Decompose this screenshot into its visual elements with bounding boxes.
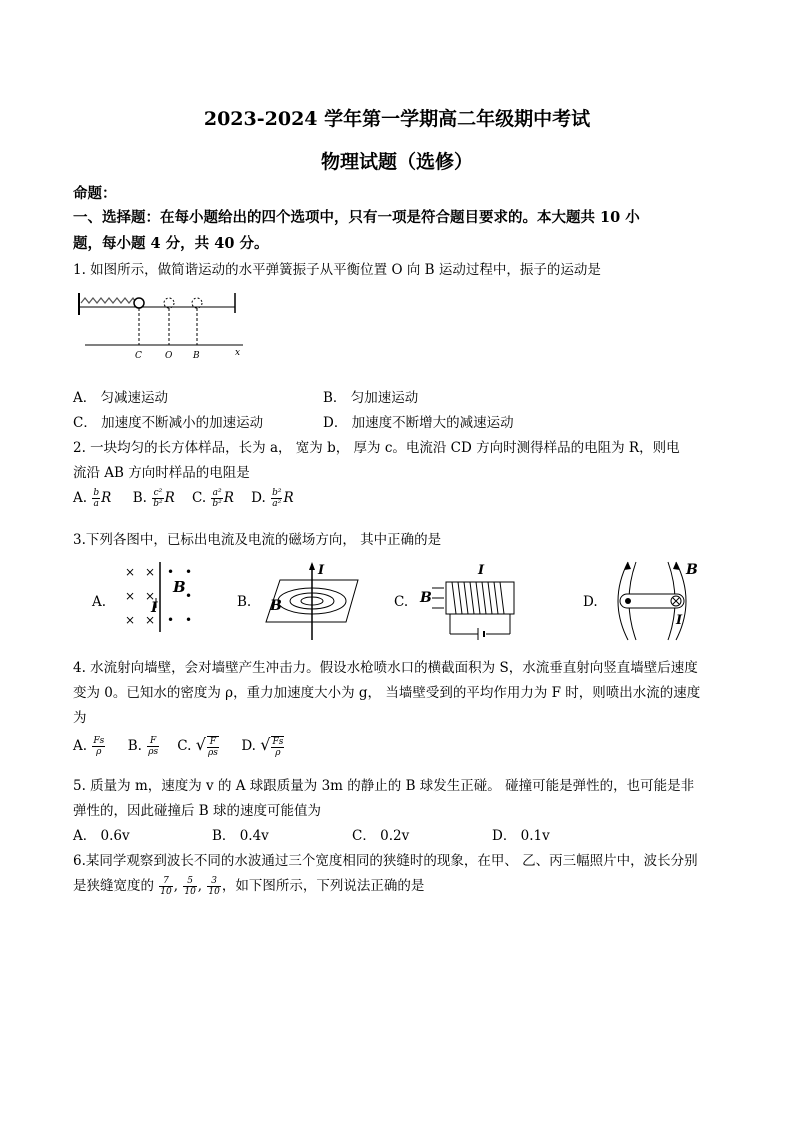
q4-stem-line1: 4. 水流射向墙壁，会对墙壁产生冲击力。假设水枪喷水口的横截面积为 S，水流垂直射向竖直墙壁后速度 xyxy=(73,660,698,676)
q5-option-d: D． 0.1v xyxy=(492,828,550,844)
svg-text:×: × xyxy=(125,589,136,603)
q5-option-c: C． 0.2v xyxy=(352,828,410,844)
q1-option-d: D． 加速度不断增大的减速运动 xyxy=(323,415,514,431)
svg-text:I: I xyxy=(151,600,158,616)
page-subtitle: 物理试题（选修） xyxy=(320,151,473,173)
svg-text:×: × xyxy=(125,565,136,579)
svg-text:I: I xyxy=(478,563,485,578)
svg-text:•: • xyxy=(167,613,175,627)
q6-stem-line2: 是狭缝宽度的 $\frac{7}{10}$ , $\frac{5}{10}$ , $\frac{3}{10}$ ，如下图所示，下列说法正确的是 xyxy=(73,876,425,897)
q1-option-b: B． 匀加速运动 xyxy=(323,390,419,406)
q5-stem-line1: 5. 质量为 m，速度为 v 的 A 球跟质量为 3m 的静止的 B 球发生正碰。 碰撞可能是弹性的，也可能是非 xyxy=(73,778,695,794)
q3-label-d: D. xyxy=(583,594,598,610)
q3-stem: 3.下列各图中，已标出电流及电流的磁场方向， 其中正确的是 xyxy=(73,532,442,548)
svg-text:•: • xyxy=(185,565,193,579)
q2-option-a: A. $\frac{b}{a}$ R xyxy=(73,488,112,509)
svg-text:B: B xyxy=(420,590,432,606)
q4-option-a: A. $\frac{Fs}{\rho}$ xyxy=(73,736,105,757)
q1-label-b: B xyxy=(193,351,200,361)
q2-options-row xyxy=(73,488,294,509)
q6-fraction-3: $\frac{3}{10}$ xyxy=(208,876,220,897)
svg-text:×: × xyxy=(145,589,156,603)
svg-text:•: • xyxy=(185,589,193,603)
svg-text:×: × xyxy=(145,565,156,579)
svg-text:B: B xyxy=(173,578,186,596)
q1-spring-oscillator-figure xyxy=(75,285,250,365)
q5-option-a: A． 0.6v xyxy=(73,828,130,844)
q3-label-a: A. xyxy=(92,594,107,610)
q2-stem-line1: 2. 一块均匀的长方体样品，长为 a， 宽为 b， 厚为 c。电流沿 CD 方向时测得样品的电阻为 R，则电 xyxy=(73,440,680,456)
section-heading-line1: 一、选择题：在每小题给出的四个选项中，只有一项是符合题目要求的。本大题共 10 小 xyxy=(73,209,640,226)
q6-fraction-1: $\frac{7}{10}$ xyxy=(160,876,172,897)
section-heading-line2: 题，每小题 4 分，共 40 分。 xyxy=(73,235,269,252)
q4-option-c: C. √ $\frac{F}{\rho s}$ xyxy=(177,735,218,758)
q6-fraction-2: $\frac{5}{10}$ xyxy=(184,876,196,897)
q4-options-row xyxy=(73,735,285,758)
q4-option-b: B. $\frac{F}{\rho s}$ xyxy=(127,736,159,757)
svg-text:•: • xyxy=(185,613,193,627)
q1-stem: 1. 如图所示，做简谐运动的水平弹簧振子从平衡位置 O 向 B 运动过程中，振子的运动是 xyxy=(73,262,601,278)
q3-figure-c xyxy=(418,560,528,642)
q2-option-c: C. $\frac{\text{a²}}{\text{b²}}$ R xyxy=(191,488,234,509)
q1-label-x: x xyxy=(235,348,241,358)
q1-option-a: A． 匀减速运动 xyxy=(73,390,169,406)
svg-text:I: I xyxy=(676,613,683,628)
q3-label-b: B. xyxy=(237,594,252,610)
q4-stem-line2: 变为 0。已知水的密度为 ρ，重力加速度大小为 g， 当墙壁受到的平均作用力为 F 时，则喷出水流的速度 xyxy=(73,685,701,701)
q2-option-b: B. $\frac{\text{c²}}{\text{b²}}$ R xyxy=(132,488,175,509)
q1-label-c: C xyxy=(135,351,142,361)
svg-text:B: B xyxy=(270,598,282,614)
q5-option-b: B． 0.4v xyxy=(212,828,269,844)
q4-stem-line3: 为 xyxy=(73,710,87,726)
q4-option-d: D. √ $\frac{Fs}{\rho}$ xyxy=(241,735,284,758)
q3-label-c: C. xyxy=(394,594,409,610)
author-label: 命题： xyxy=(73,185,117,202)
q5-stem-line2: 弹性的，因此碰撞后 B 球的速度可能值为 xyxy=(73,803,322,819)
q3-figure-d xyxy=(602,558,702,644)
q1-label-o: O xyxy=(165,351,173,361)
page-title: 2023-2024 学年第一学期高二年级期中考试 xyxy=(203,108,591,130)
q2-stem-line2: 流沿 AB 方向时样品的电阻是 xyxy=(73,465,250,481)
q3-figure-b xyxy=(258,560,368,642)
svg-text:×: × xyxy=(145,613,156,627)
svg-text:×: × xyxy=(125,613,136,627)
q3-figure-a xyxy=(115,560,205,635)
q2-option-d: D. $\frac{\text{b²}}{\text{a²}}$ R xyxy=(251,488,294,509)
q6-stem-line1: 6.某同学观察到波长不同的水波通过三个宽度相同的狭缝时的现象，在甲、 乙、丙三幅照片中，波长分别 xyxy=(73,853,698,869)
q1-option-c: C． 加速度不断减小的加速运动 xyxy=(73,415,264,431)
svg-text:I: I xyxy=(318,563,325,578)
svg-text:B: B xyxy=(686,562,698,578)
svg-text:•: • xyxy=(167,565,175,579)
